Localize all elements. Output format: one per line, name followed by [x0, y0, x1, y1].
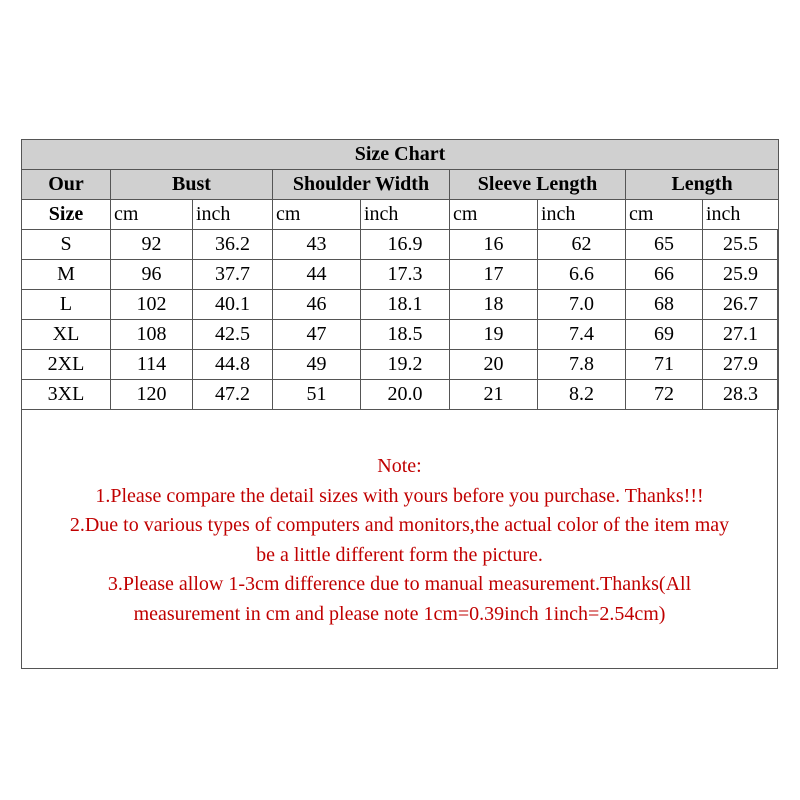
table-cell: 21: [450, 380, 538, 410]
table-cell: 62: [538, 230, 626, 260]
size-label: 3XL: [22, 380, 111, 410]
table-cell: 19: [450, 320, 538, 350]
note-line: 1.Please compare the detail sizes with yours before you purchase. Thanks!!!: [95, 484, 704, 507]
table-cell: 47: [273, 320, 361, 350]
unit-bust-inch: inch: [193, 200, 273, 230]
table-cell: 20: [450, 350, 538, 380]
table-cell: 7.0: [538, 290, 626, 320]
table-cell: 7.4: [538, 320, 626, 350]
unit-shoulder-inch: inch: [361, 200, 450, 230]
note-line: 3.Please allow 1-3cm difference due to manual measurement.Thanks(All: [107, 573, 692, 595]
table-cell: 72: [626, 380, 703, 410]
size-label: L: [22, 290, 111, 320]
note-heading: Note:: [377, 455, 422, 477]
table-row: [22, 350, 779, 380]
table-cell: 49: [273, 350, 361, 380]
unit-bust-cm: cm: [111, 200, 193, 230]
table-cell: 19.2: [361, 350, 450, 380]
table-cell: 68: [626, 290, 703, 320]
table-cell: 42.5: [193, 320, 273, 350]
header-bust: Bust: [111, 170, 273, 200]
table-cell: 36.2: [193, 230, 273, 260]
table-cell: 51: [273, 380, 361, 410]
table-cell: 27.1: [703, 320, 779, 350]
note-line: 2.Due to various types of computers and monitors,the actual color of the item may: [69, 514, 730, 536]
table-cell: 6.6: [538, 260, 626, 290]
size-label: S: [22, 230, 111, 260]
table-cell: 20.0: [361, 380, 450, 410]
size-label: XL: [22, 320, 111, 350]
unit-length-inch: inch: [703, 200, 779, 230]
header-shoulder-width: Shoulder Width: [273, 170, 450, 200]
table-cell: 7.8: [538, 350, 626, 380]
table-cell: 71: [626, 350, 703, 380]
table-cell: 47.2: [193, 380, 273, 410]
header-our: Our: [22, 170, 111, 200]
table-cell: 102: [111, 290, 193, 320]
header-size: Size: [22, 200, 111, 230]
table-row: [22, 260, 779, 290]
table-cell: 92: [111, 230, 193, 260]
note-line: be a little different form the picture.: [256, 543, 543, 566]
table-cell: 17.3: [361, 260, 450, 290]
size-label: 2XL: [22, 350, 111, 380]
table-cell: 44: [273, 260, 361, 290]
table-cell: 18.1: [361, 290, 450, 320]
header-sleeve-length: Sleeve Length: [450, 170, 626, 200]
note-block: [21, 452, 778, 629]
unit-length-cm: cm: [626, 200, 703, 230]
table-row: [22, 380, 779, 410]
table-cell: 17: [450, 260, 538, 290]
table-cell: 16: [450, 230, 538, 260]
table-cell: 65: [626, 230, 703, 260]
header-length: Length: [626, 170, 779, 200]
table-cell: 108: [111, 320, 193, 350]
unit-sleeve-inch: inch: [538, 200, 626, 230]
table-cell: 69: [626, 320, 703, 350]
size-label: M: [22, 260, 111, 290]
table-cell: 96: [111, 260, 193, 290]
table-cell: 43: [273, 230, 361, 260]
table-cell: 27.9: [703, 350, 779, 380]
table-cell: 46: [273, 290, 361, 320]
note-line: measurement in cm and please note 1cm=0.39inch 1inch=2.54cm): [133, 602, 666, 625]
table-cell: 28.3: [703, 380, 779, 410]
table-cell: 25.9: [703, 260, 779, 290]
table-cell: 25.5: [703, 230, 779, 260]
size-chart-table: [21, 139, 779, 410]
unit-sleeve-cm: cm: [450, 200, 538, 230]
table-cell: 8.2: [538, 380, 626, 410]
table-cell: 66: [626, 260, 703, 290]
table-cell: 18: [450, 290, 538, 320]
table-row: [22, 230, 779, 260]
table-cell: 120: [111, 380, 193, 410]
chart-title: Size Chart: [22, 140, 779, 170]
table-cell: 16.9: [361, 230, 450, 260]
table-cell: 26.7: [703, 290, 779, 320]
table-cell: 40.1: [193, 290, 273, 320]
table-cell: 37.7: [193, 260, 273, 290]
table-cell: 18.5: [361, 320, 450, 350]
table-cell: 114: [111, 350, 193, 380]
unit-shoulder-cm: cm: [273, 200, 361, 230]
table-cell: 44.8: [193, 350, 273, 380]
table-row: [22, 290, 779, 320]
table-row: [22, 320, 779, 350]
